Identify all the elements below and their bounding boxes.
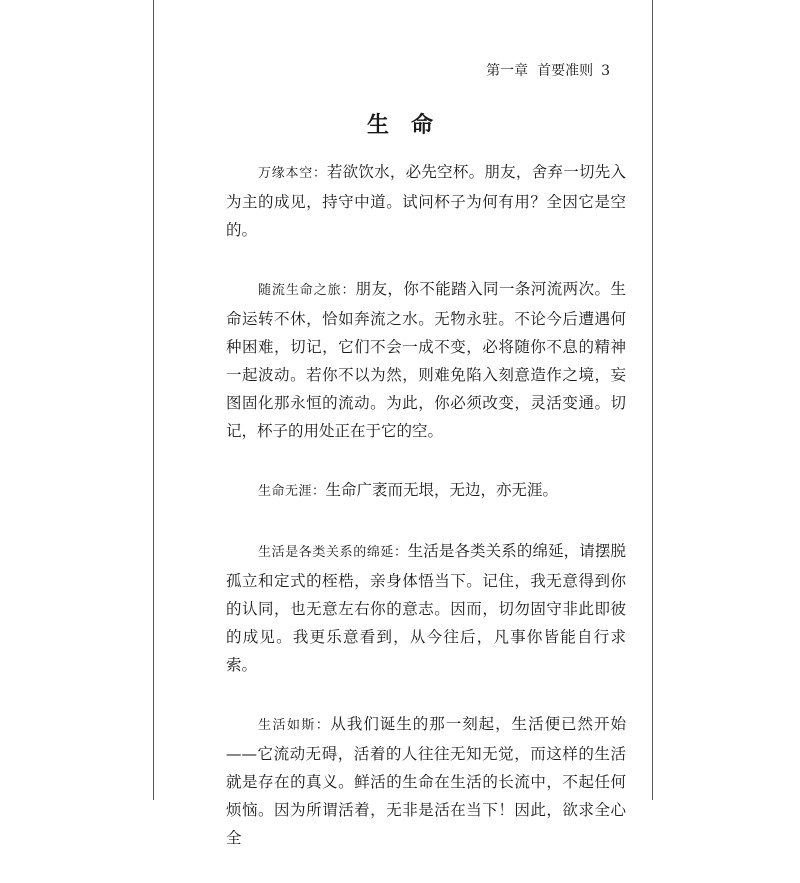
paragraph-text: 若欲饮水，必先空杯。朋友，舍弃一切先入为主的成见，持守中道。试问杯子为何有用？全因它是空的。 bbox=[226, 163, 626, 239]
paragraph bbox=[226, 537, 626, 679]
paragraph-text: 生活是各类关系的绵延，请摆脱孤立和定式的桎梏，亲身体悟当下。记住，我无意得到你的认同，也无意左右你的意志。因而，切勿固守非此即彼的成见。我更乐意看到，从今往后，凡事你皆能自行求索。 bbox=[226, 542, 626, 674]
paragraph bbox=[226, 710, 626, 852]
section-title: 生命 bbox=[366, 112, 455, 138]
chapter-title: 首要准则 bbox=[537, 63, 594, 79]
paragraph-lead: 万缘本空： bbox=[258, 166, 327, 181]
paragraph-lead: 生命无涯： bbox=[258, 484, 326, 499]
running-header bbox=[420, 60, 610, 80]
paragraph-text: 朋友，你不能踏入同一条河流两次。生命运转不休，恰如奔流之水。无物永驻。不论今后遭遇何种困难，切记，它们不会一成不变，必将随你不息的精神一起波动。若你不以为然，则难免陷入刻意造作之境，妄图固化那永恒的流动。为此，你必须改变，灵活变通。切记，杯子的用处正在于它的空。 bbox=[226, 280, 626, 440]
paragraph bbox=[226, 158, 626, 244]
page-number: 3 bbox=[601, 63, 610, 79]
paragraph-lead: 生活是各类关系的绵延： bbox=[258, 545, 408, 560]
paragraph bbox=[226, 275, 626, 445]
chapter-label: 第一章 bbox=[486, 63, 529, 79]
body-text bbox=[226, 158, 626, 883]
paragraph bbox=[226, 476, 626, 506]
paragraph-text: 从我们诞生的那一刻起，生活便已然开始——它流动无碍，活着的人往往无知无觉，而这样的生活就是存在的真义。鲜活的生命在生活的长流中，不起任何烦恼。因为所谓活着，无非是活在当下！因此，欲求全心全 bbox=[226, 715, 626, 847]
paragraph-lead: 生活如斯： bbox=[258, 718, 331, 733]
paragraph-text: 生命广袤而无垠，无边，亦无涯。 bbox=[325, 481, 559, 499]
paragraph-lead: 随流生命之旅： bbox=[258, 283, 356, 298]
